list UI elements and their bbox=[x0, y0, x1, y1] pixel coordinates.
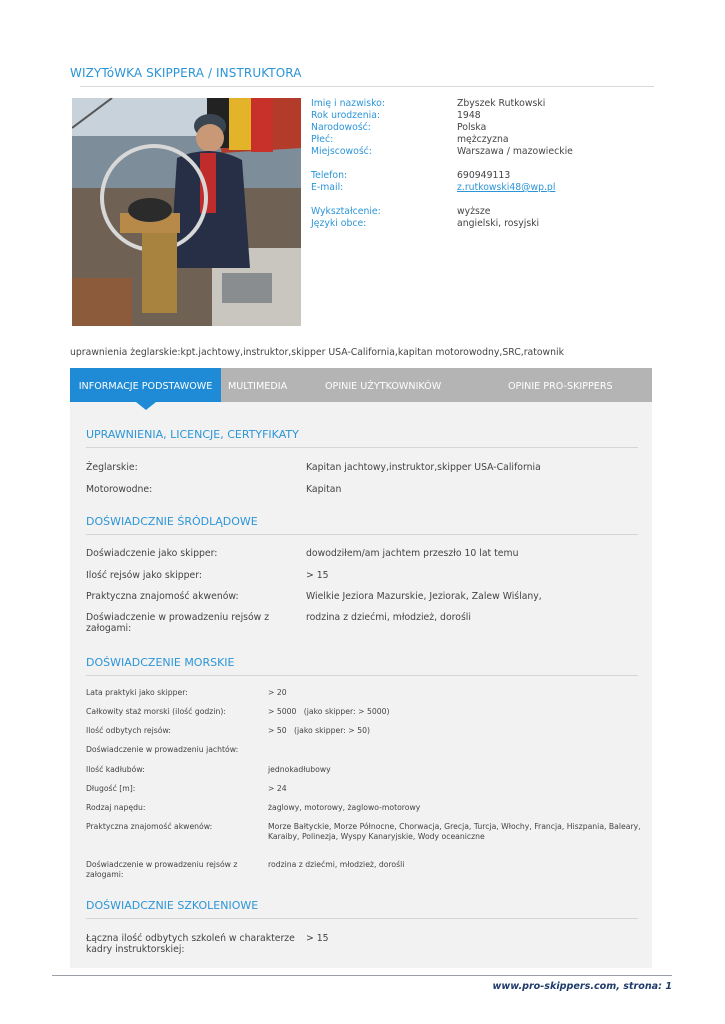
content-panel bbox=[70, 402, 652, 968]
row-value: > 20 bbox=[268, 688, 287, 697]
row-label: Ilość odbytych rejsów: bbox=[86, 726, 171, 735]
email-link[interactable]: z.rutkowski48@wp.pl bbox=[457, 182, 556, 193]
row-label: Doświadczenie w prowadzeniu rejsów z załogami: bbox=[86, 860, 238, 879]
row-value: Kapitan jachtowy,instruktor,skipper USA-California bbox=[306, 462, 541, 473]
active-tab-pointer bbox=[136, 402, 156, 410]
section-title-licenses: UPRAWNIENIA, LICENCJE, CERTYFIKATY bbox=[86, 428, 299, 441]
row-label: Praktyczna znajomość akwenów: bbox=[86, 822, 213, 831]
row-value: > 5000 (jako skipper: > 5000) bbox=[268, 707, 390, 716]
permits-line: uprawnienia żeglarskie:kpt.jachtowy,instruktor,skipper USA-California,kapitan motorowodny,SRC,ratownik bbox=[70, 347, 565, 358]
row-label: Lata praktyki jako skipper: bbox=[86, 688, 188, 697]
sex-value: mężczyzna bbox=[457, 134, 509, 145]
footer-divider bbox=[52, 975, 672, 976]
tab-multimedia[interactable]: MULTIMEDIA bbox=[228, 381, 288, 392]
row-label: Całkowity staż morski (ilość godzin): bbox=[86, 707, 226, 716]
section-divider bbox=[86, 534, 638, 535]
row-label: Motorowodne: bbox=[86, 484, 153, 495]
row-value: rodzina z dziećmi, młodzież, dorośli bbox=[306, 612, 471, 623]
row-value: > 15 bbox=[306, 933, 329, 944]
row-label: Żeglarskie: bbox=[86, 462, 138, 473]
row-value: > 24 bbox=[268, 784, 287, 793]
row-label: Łączna ilość odbytych szkoleń w charakterze kadry instruktorskiej: bbox=[86, 933, 295, 955]
email-label: E-mail: bbox=[311, 182, 344, 193]
city-label: Miejscowość: bbox=[311, 146, 372, 157]
name-value: Zbyszek Rutkowski bbox=[457, 98, 546, 109]
row-value: Wielkie Jeziora Mazurskie, Jeziorak, Zalew Wiślany, bbox=[306, 591, 542, 602]
row-value: żaglowy, motorowy, żaglowo-motorowy bbox=[268, 803, 421, 812]
tab-basic-info[interactable]: INFORMACJE PODSTAWOWE bbox=[70, 368, 221, 402]
phone-value: 690949113 bbox=[457, 170, 511, 181]
tab-user-reviews[interactable]: OPINIE UŻYTKOWNIKÓW bbox=[325, 381, 442, 392]
row-value: > 15 bbox=[306, 570, 329, 581]
education-label: Wykształcenie: bbox=[311, 206, 381, 217]
row-label: Doświadczenie w prowadzeniu jachtów: bbox=[86, 745, 239, 754]
skipper-photo bbox=[72, 98, 301, 326]
row-label: Praktyczna znajomość akwenów: bbox=[86, 591, 239, 602]
title-divider bbox=[80, 86, 654, 87]
nationality-label: Narodowość: bbox=[311, 122, 371, 133]
page-title: WIZYTóWKA SKIPPERA / INSTRUKTORA bbox=[70, 66, 302, 80]
languages-label: Języki obce: bbox=[311, 218, 367, 229]
section-title-training: DOŚWIADCZNIE SZKOLENIOWE bbox=[86, 899, 259, 912]
section-title-sea: DOŚWIADCZENIE MORSKIE bbox=[86, 656, 235, 669]
row-value: > 50 (jako skipper: > 50) bbox=[268, 726, 370, 735]
phone-label: Telefon: bbox=[311, 170, 348, 181]
row-label: Doświadczenie jako skipper: bbox=[86, 548, 218, 559]
languages-value: angielski, rosyjski bbox=[457, 218, 540, 229]
profile-labels bbox=[311, 98, 385, 230]
footer-text: www.pro-skippers.com, strona: 1 bbox=[492, 981, 672, 992]
nationality-value: Polska bbox=[457, 122, 487, 133]
section-divider bbox=[86, 918, 638, 919]
sex-label: Płeć: bbox=[311, 134, 334, 145]
row-value: rodzina z dziećmi, młodzież, dorośli bbox=[268, 860, 405, 869]
tab-pro-reviews[interactable]: OPINIE PRO-SKIPPERS bbox=[508, 381, 613, 392]
row-label: Ilość kadłubów: bbox=[86, 765, 145, 774]
birth-value: 1948 bbox=[457, 110, 481, 121]
row-label: Długość [m]: bbox=[86, 784, 136, 793]
city-value: Warszawa / mazowieckie bbox=[457, 146, 573, 157]
row-label: Ilość rejsów jako skipper: bbox=[86, 570, 203, 581]
row-value: Morze Bałtyckie, Morze Północne, Chorwacja, Grecja, Turcja, Włochy, Francja, Hiszpania, Baleary, Karaiby, Polinezja, Wyspy Kanaryjskie, Wody oceaniczne bbox=[268, 822, 641, 841]
row-label: Rodzaj napędu: bbox=[86, 803, 146, 812]
row-label: Doświadczenie w prowadzeniu rejsów z załogami: bbox=[86, 612, 270, 634]
section-divider bbox=[86, 675, 638, 676]
name-label: Imię i nazwisko: bbox=[311, 98, 385, 109]
profile-values bbox=[457, 98, 573, 230]
section-divider bbox=[86, 447, 638, 448]
section-title-inland: DOŚWIADCZNIE ŚRÓDLĄDOWE bbox=[86, 515, 258, 528]
row-value: jednokadłubowy bbox=[268, 765, 331, 774]
education-value: wyższe bbox=[457, 206, 491, 217]
row-value: dowodziłem/am jachtem przeszło 10 lat temu bbox=[306, 548, 519, 559]
birth-label: Rok urodzenia: bbox=[311, 110, 381, 121]
tab-bar bbox=[70, 368, 652, 402]
row-value: Kapitan bbox=[306, 484, 342, 495]
